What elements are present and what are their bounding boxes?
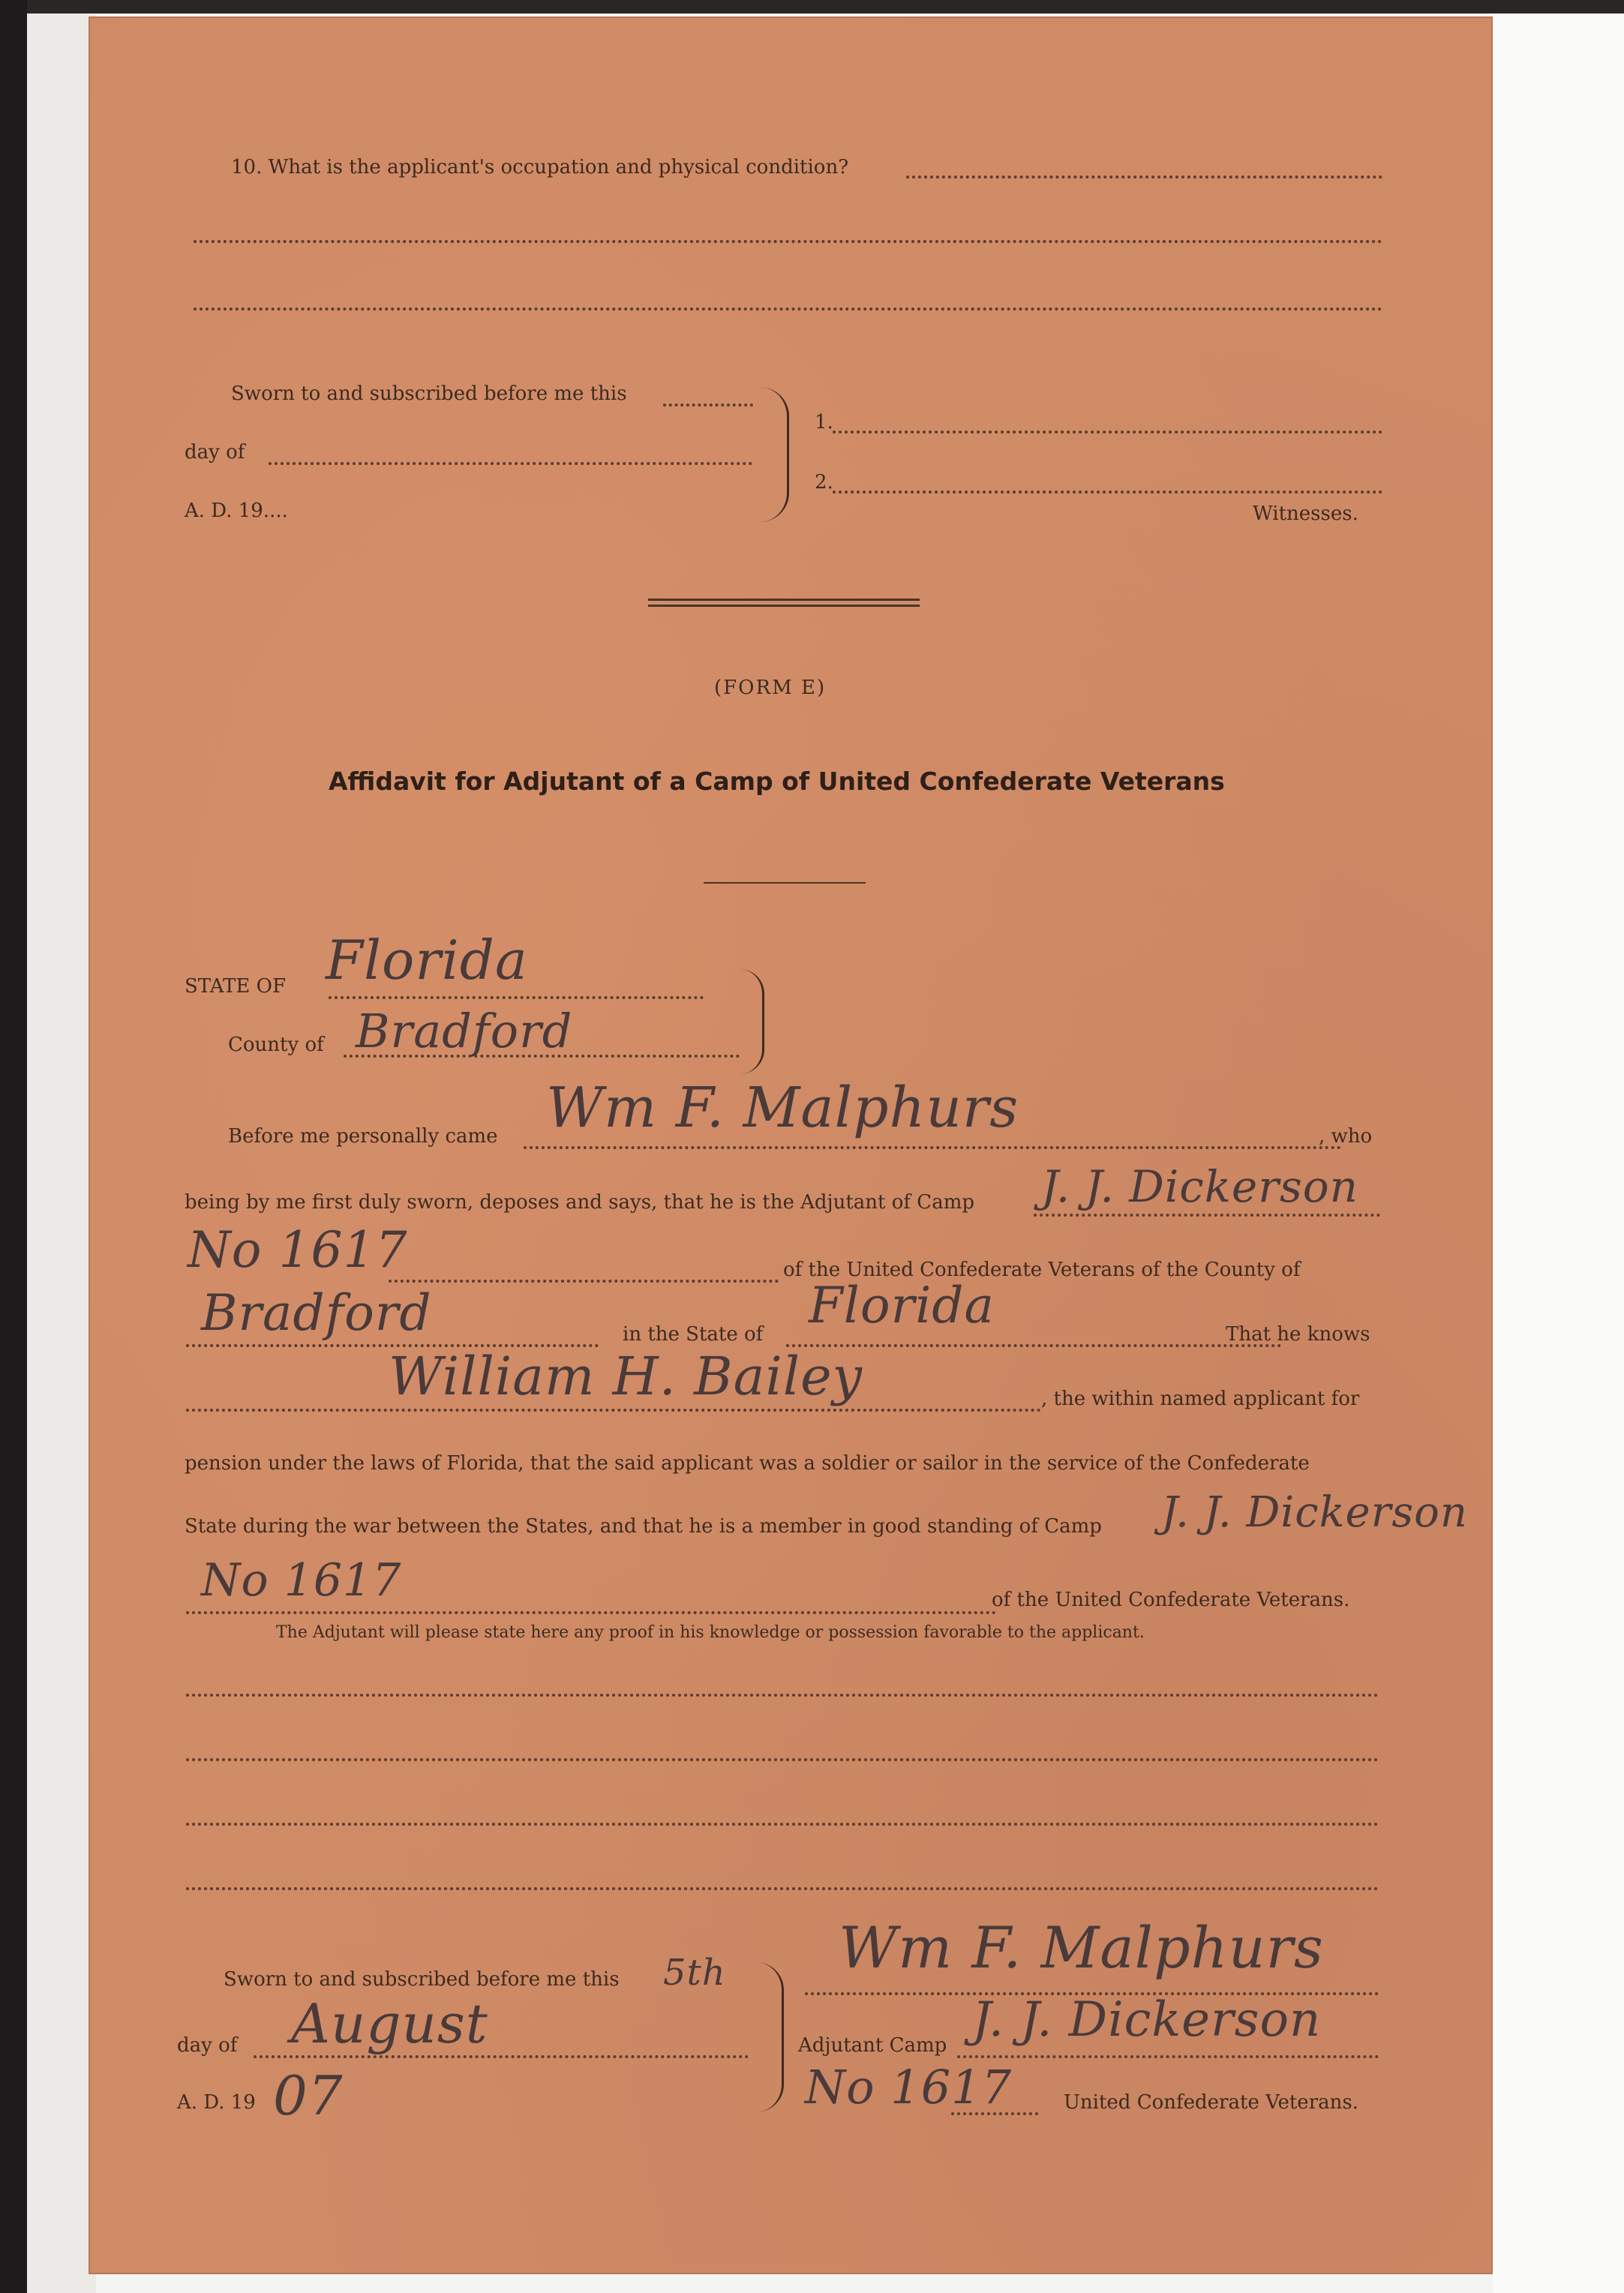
affiant-line <box>524 1143 1341 1149</box>
year-handwritten: 07 <box>273 2064 344 2127</box>
answer-line <box>194 237 1382 243</box>
sworn2-line-1: Sworn to and subscribed before me this <box>224 1968 620 1991</box>
ucv-label: United Confederate Veterans. <box>1064 2091 1358 2114</box>
scan-frame-top <box>0 0 1624 14</box>
proof-line <box>186 1820 1379 1826</box>
adjutant-camp-handwritten: J. J. Dickerson <box>972 1992 1322 2048</box>
state-name-handwritten: Florida <box>809 1277 995 1334</box>
adjutant-camp-line <box>957 2052 1379 2058</box>
county-label: County of <box>228 1034 324 1056</box>
document-sheet <box>89 17 1493 2274</box>
scan-background-right <box>1493 14 1624 2293</box>
body-line-2: being by me first duly sworn, deposes and says, that he is the Adjutant of Camp <box>185 1191 974 1214</box>
camp-number-2-handwritten: No 1617 <box>201 1554 402 1607</box>
witness-1-line <box>833 428 1382 434</box>
before-label: Before me personally came <box>228 1125 498 1148</box>
camp-number-2-line <box>186 1608 996 1614</box>
sworn-line-2: day of <box>185 441 245 464</box>
body-line-6: pension under the laws of Florida, that the said applicant was a soldier or sailor in the service of the Confederate <box>185 1452 1310 1475</box>
question-10: 10. What is the applicant's occupation and physical condition? <box>231 156 849 179</box>
answer-line <box>906 173 1382 179</box>
adjutant-note: The Adjutant will please state here any proof in his knowledge or possession favorable to the applicant. <box>276 1623 1145 1642</box>
camp-name-handwritten: J. J. Dickerson <box>1041 1161 1359 1212</box>
double-rule-top <box>648 599 920 601</box>
witness-2-line <box>833 488 1382 494</box>
camp-name-2-handwritten: J. J. Dickerson <box>1161 1488 1468 1537</box>
body-line-3: of the United Confederate Veterans of the County of <box>783 1259 1301 1281</box>
camp-number-3-handwritten: No 1617 <box>805 2060 1013 2114</box>
applicant-name-handwritten: William H. Bailey <box>389 1346 863 1407</box>
state-line <box>329 993 704 999</box>
that-knows-text: That he knows <box>1226 1323 1370 1346</box>
in-state-label: in the State of <box>623 1323 764 1346</box>
scan-frame-left <box>0 0 27 2293</box>
camp-number-line <box>389 1277 779 1283</box>
brace <box>756 1962 784 2112</box>
body-line-8: of the United Confederate Veterans. <box>992 1589 1350 1611</box>
county-line <box>344 1052 740 1058</box>
proof-line <box>186 1691 1379 1697</box>
form-title: Affidavit for Adjutant of a Camp of United Confederate Veterans <box>329 767 1225 796</box>
body-line-7: State during the war between the States, and that he is a member in good standing of Camp <box>185 1515 1102 1538</box>
answer-line <box>194 305 1382 311</box>
state-label: STATE OF <box>185 975 287 998</box>
brace <box>760 387 789 522</box>
signature-handwritten: Wm F. Malphurs <box>839 1914 1324 1981</box>
witness-1-label: 1. <box>815 411 833 434</box>
adjutant-camp-label: Adjutant Camp <box>798 2034 947 2057</box>
witnesses-label: Witnesses. <box>1253 503 1358 525</box>
county-name-handwritten: Bradford <box>201 1284 432 1342</box>
short-rule <box>704 882 866 884</box>
form-label: (FORM E) <box>714 677 827 699</box>
affiant-name-handwritten: Wm F. Malphurs <box>546 1076 1019 1140</box>
state-handwritten: Florida <box>326 929 528 992</box>
camp-number-3-line <box>951 2109 1038 2115</box>
double-rule-bottom <box>648 605 920 607</box>
witness-2-label: 2. <box>815 471 833 494</box>
day-handwritten: 5th <box>663 1952 726 1994</box>
blank-line <box>269 459 752 465</box>
sworn2-line-2: day of <box>177 2034 238 2057</box>
proof-line <box>186 1884 1379 1890</box>
month-line <box>254 2052 749 2058</box>
county-handwritten: Bradford <box>356 1004 573 1058</box>
proof-line <box>186 1755 1379 1761</box>
sworn-line-1: Sworn to and subscribed before me this <box>231 383 627 405</box>
scan-gutter <box>27 14 96 2293</box>
applicant-suffix: , the within named applicant for <box>1041 1388 1360 1410</box>
brace <box>740 969 764 1074</box>
who-text: , who <box>1319 1125 1373 1148</box>
camp-number-handwritten: No 1617 <box>188 1221 408 1279</box>
sworn2-line-3: A. D. 19 <box>177 2091 256 2114</box>
month-handwritten: August <box>291 1992 488 2055</box>
blank-line <box>663 401 753 407</box>
sworn-line-3: A. D. 19.... <box>185 500 288 522</box>
camp-line <box>1034 1211 1380 1217</box>
